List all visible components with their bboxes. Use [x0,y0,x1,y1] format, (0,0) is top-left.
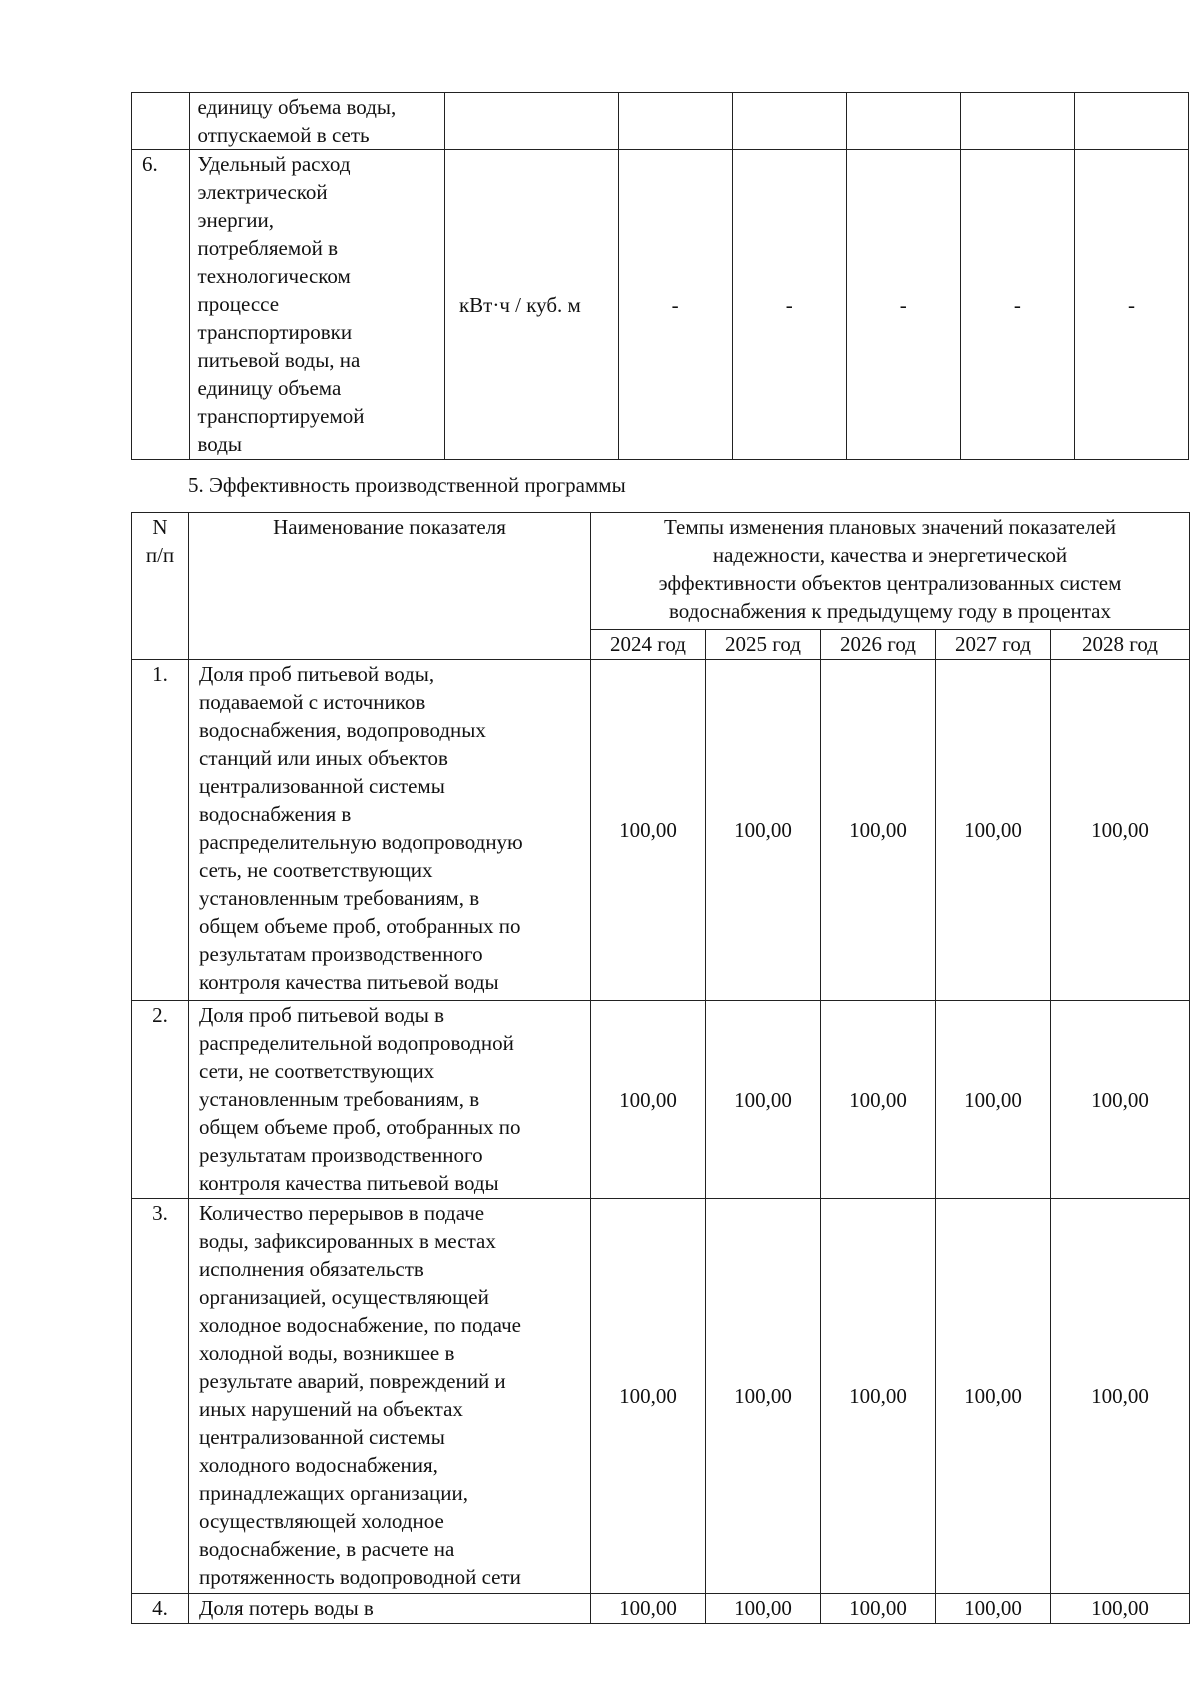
name-line: распределительной водопроводной [199,1031,514,1055]
value-cell: 100,00 [1051,660,1190,1001]
name-line: электрической [197,180,328,204]
indicator-name-cell [189,1001,591,1199]
name-line: иных нарушений на объектах [199,1397,463,1421]
value-cell: - [618,150,732,460]
header-row [132,513,1190,630]
header-line: N [152,515,168,539]
name-line: станций или иных объектов [199,746,448,770]
row-number-cell: 1. [132,660,189,1001]
value-cell: 100,00 [591,1199,706,1594]
value-cell: 100,00 [936,1594,1051,1624]
name-line: потребляемой в [197,236,339,260]
name-line: организацией, осуществляющей [199,1285,489,1309]
name-line: общем объеме проб, отобранных по [199,914,521,938]
indicator-name-cell [189,150,444,460]
value-cell: 100,00 [706,1199,821,1594]
value-cell: 100,00 [1051,1199,1190,1594]
year-header-cell: 2026 год [821,630,936,660]
name-line: результате аварий, повреждений и [199,1369,506,1393]
name-line: протяженность водопроводной сети [199,1565,521,1589]
name-line: воды [197,432,242,456]
header-line: Темпы изменения плановых значений показателей [664,515,1117,539]
header-line: надежности, качества и энергетической [712,543,1068,567]
value-cell: 100,00 [936,1199,1051,1594]
name-line: централизованной системы [199,1425,445,1449]
value-cell: 100,00 [1051,1001,1190,1199]
name-line: исполнения обязательств [199,1257,424,1281]
table-row [132,1001,1190,1199]
year-header-cell: 2027 год [936,630,1051,660]
table-row [132,150,1189,460]
year-header-cell: 2024 год [591,630,706,660]
name-line: установленным требованиям, в [199,1087,480,1111]
name-line: результатам производственного [199,942,483,966]
table-row [132,93,1189,150]
name-line: контроля качества питьевой воды [199,970,499,994]
name-line: питьевой воды, на [197,348,361,372]
name-line: централизованной системы [199,774,445,798]
indicator-name-cell [189,1199,591,1594]
row-number-cell: 6. [132,150,190,460]
name-line: контроля качества питьевой воды [199,1171,499,1195]
row-number-cell: 2. [132,1001,189,1199]
name-line: принадлежащих организации, [199,1481,469,1505]
name-line: Удельный расход [197,152,351,176]
name-line: воды, зафиксированных в местах [199,1229,496,1253]
value-cell: - [1074,150,1188,460]
row-number-cell: 4. [132,1594,189,1624]
table-row [132,1594,1190,1624]
name-line: подаваемой с источников [199,690,426,714]
name-line: осуществляющей холодное [199,1509,444,1533]
indicator-name-cell [189,660,591,1001]
name-line: единицу объема воды, [197,95,397,119]
section-title: 5. Эффективность производственной программы [188,473,626,497]
row-number-cell [132,93,190,150]
name-line: холодного водоснабжения, [199,1453,438,1477]
header-name-cell: Наименование показателя [189,513,591,660]
indicator-name-cell [189,93,444,150]
value-cell: - [846,150,960,460]
name-line: холодное водоснабжение, по подаче [199,1313,521,1337]
name-line: Доля проб питьевой воды, [199,662,435,686]
value-cell: 100,00 [821,660,936,1001]
name-line: результатам производственного [199,1143,483,1167]
name-line: распределительную водопроводную [199,830,523,854]
value-cell: - [960,150,1074,460]
name-line: водоснабжение, в расчете на [199,1537,455,1561]
efficiency-table [131,512,1190,1624]
name-line: транспортировки [197,320,353,344]
year-header-cell: 2028 год [1051,630,1190,660]
value-cell: 100,00 [936,1001,1051,1199]
name-line: энергии, [197,208,274,232]
name-line: отпускаемой в сеть [197,123,370,147]
name-line: холодной воды, возникшее в [199,1341,455,1365]
value-cell: - [732,150,846,460]
value-cell: 100,00 [936,660,1051,1001]
name-line: сеть, не соответствующих [199,858,433,882]
value-cell: 100,00 [591,1594,706,1624]
name-line: транспортируемой [197,404,365,428]
name-line: процессе [197,292,280,316]
name-line: установленным требованиям, в [199,886,480,910]
value-cell: 100,00 [1051,1594,1190,1624]
name-line: технологическом [197,264,351,288]
value-cell: 100,00 [591,660,706,1001]
year-header-cell: 2025 год [706,630,821,660]
value-cell: 100,00 [706,1001,821,1199]
name-line: Количество перерывов в подаче [199,1201,485,1225]
row-number-cell: 3. [132,1199,189,1594]
header-group-cell [591,513,1190,630]
header-line: эффективности объектов централизованных систем [658,571,1122,595]
header-line: водоснабжения к предыдущему году в процентах [669,599,1111,623]
indicators-table-continued [131,92,1189,460]
name-line: единицу объема [197,376,342,400]
unit-cell: кВт·ч / куб. м [444,150,618,460]
name-line: сети, не соответствующих [199,1059,435,1083]
name-line: водоснабжения, водопроводных [199,718,486,742]
value-cell: 100,00 [821,1199,936,1594]
indicator-name-cell [189,1594,591,1624]
header-line: п/п [145,543,175,567]
table-row [132,660,1190,1001]
value-cell: 100,00 [706,1594,821,1624]
value-cell: 100,00 [821,1594,936,1624]
name-line: общем объеме проб, отобранных по [199,1115,521,1139]
name-line: водоснабжения в [199,802,352,826]
name-line: Доля проб питьевой воды в [199,1003,445,1027]
name-line: Доля потерь воды в [199,1596,374,1620]
header-number-cell [132,513,189,660]
value-cell: 100,00 [591,1001,706,1199]
table-row [132,1199,1190,1594]
value-cell: 100,00 [706,660,821,1001]
value-cell: 100,00 [821,1001,936,1199]
